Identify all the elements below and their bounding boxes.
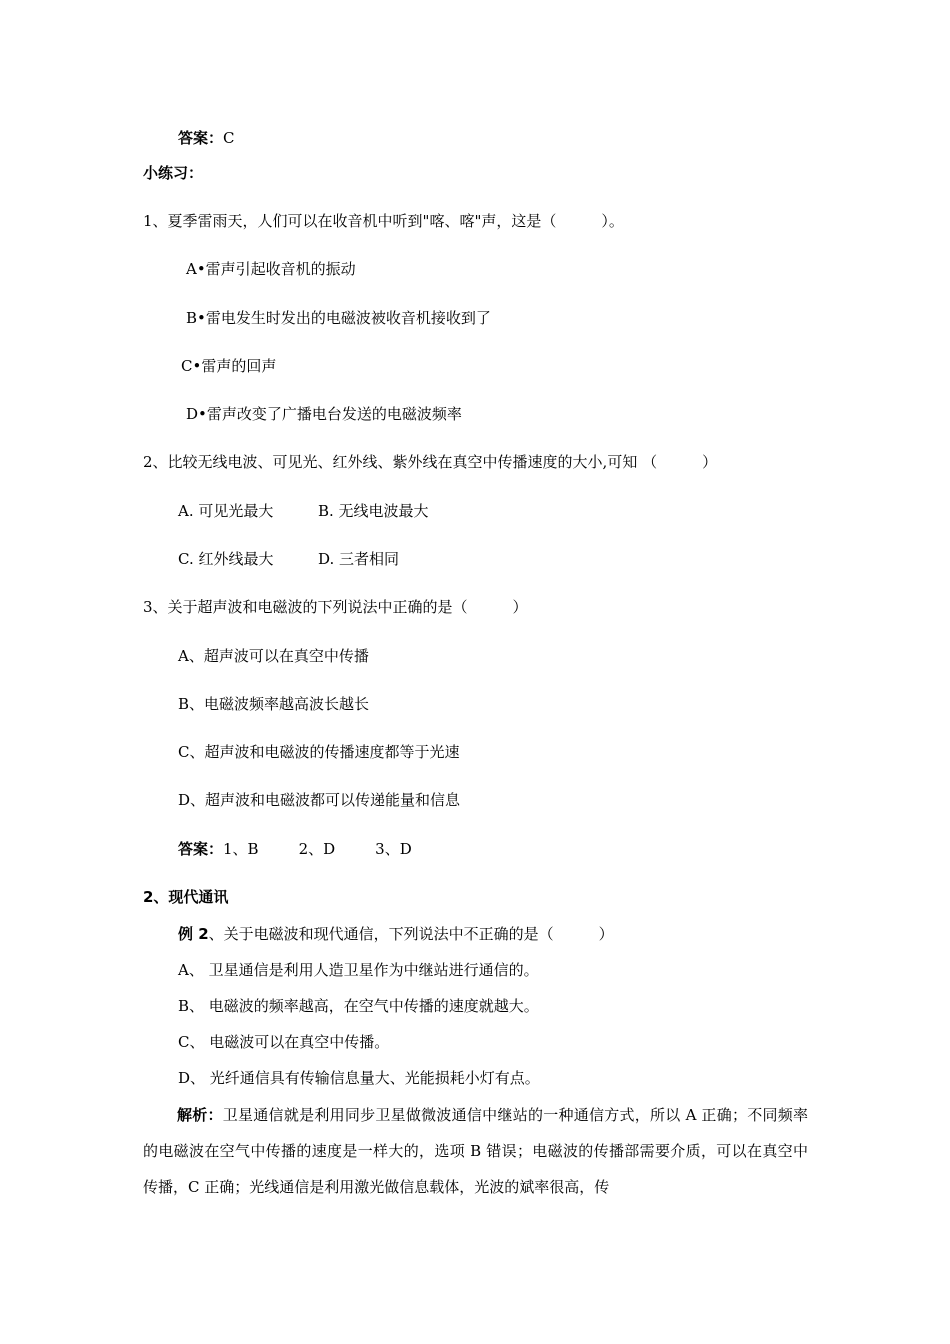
answer-3: 3、D (375, 840, 412, 858)
answer-line-top (178, 128, 235, 148)
q1-option-a: A•雷声引起收音机的振动 (186, 260, 356, 278)
answer-label: 答案： (178, 129, 224, 147)
q3-option-a: A、超声波可以在真空中传播 (178, 647, 369, 665)
example-stem: 、关于电磁波和现代通信，下列说法中不正确的是（ ） (208, 925, 614, 943)
q1-stem: 1、夏季雷雨天，人们可以在收音机中听到"喀、喀"声，这是（ ）。 (143, 212, 624, 230)
example-option-d: D、 光纤通信具有传输信息量大、光能损耗小灯有点。 (178, 1069, 540, 1087)
example-option-a: A、 卫星通信是利用人造卫星作为中继站进行通信的。 (178, 961, 539, 979)
answer-label: 答案： (178, 840, 224, 858)
q2-option-b: B. 无线电波最大 (318, 502, 429, 520)
q3-option-d: D、超声波和电磁波都可以传递能量和信息 (178, 791, 461, 809)
q2-option-a: A. 可见光最大 (178, 502, 274, 520)
analysis-label: 解析： (177, 1106, 223, 1124)
q3-option-b: B、电磁波频率越高波长越长 (178, 695, 370, 713)
analysis-text: 卫星通信就是利用同步卫星做微波通信中继站的一种通信方式，所以 A 正确；不同频率的电磁波在空气中传播的速度是一样大的，选项 B 错误；电磁波的传播部需要介质，可以在真空中传播，C 正确；光线通信是利用激光做信息载体，光波的斌率很高，传 (143, 1106, 808, 1196)
section-title: 2、现代通讯 (143, 888, 229, 906)
analysis-paragraph (143, 1097, 808, 1205)
q2-option-c: C. 红外线最大 (178, 550, 274, 568)
example-label: 例 2 (178, 925, 209, 943)
q1-option-d: D•雷声改变了广播电台发送的电磁波频率 (186, 405, 462, 423)
q3-option-c: C、超声波和电磁波的传播速度都等于光速 (178, 743, 460, 761)
practice-title: 小练习： (143, 164, 204, 182)
example-option-c: C、 电磁波可以在真空中传播。 (178, 1033, 390, 1051)
q1-option-b: B•雷电发生时发出的电磁波被收音机接收到了 (186, 309, 491, 327)
example-option-b: B、 电磁波的频率越高，在空气中传播的速度就越大。 (178, 997, 539, 1015)
answer-line-practice (178, 839, 412, 859)
q1-option-c: C•雷声的回声 (181, 357, 277, 375)
q2-option-d: D. 三者相同 (318, 550, 400, 568)
answer-2: 2、D (298, 840, 336, 858)
answer-1: 1、B (223, 840, 259, 858)
answer-value: C (223, 129, 235, 147)
q3-stem: 3、关于超声波和电磁波的下列说法中正确的是（ ） (143, 598, 528, 616)
example-stem-line (178, 924, 614, 944)
q2-stem: 2、比较无线电波、可见光、红外线、紫外线在真空中传播速度的大小,可知 （ ） (143, 453, 718, 471)
